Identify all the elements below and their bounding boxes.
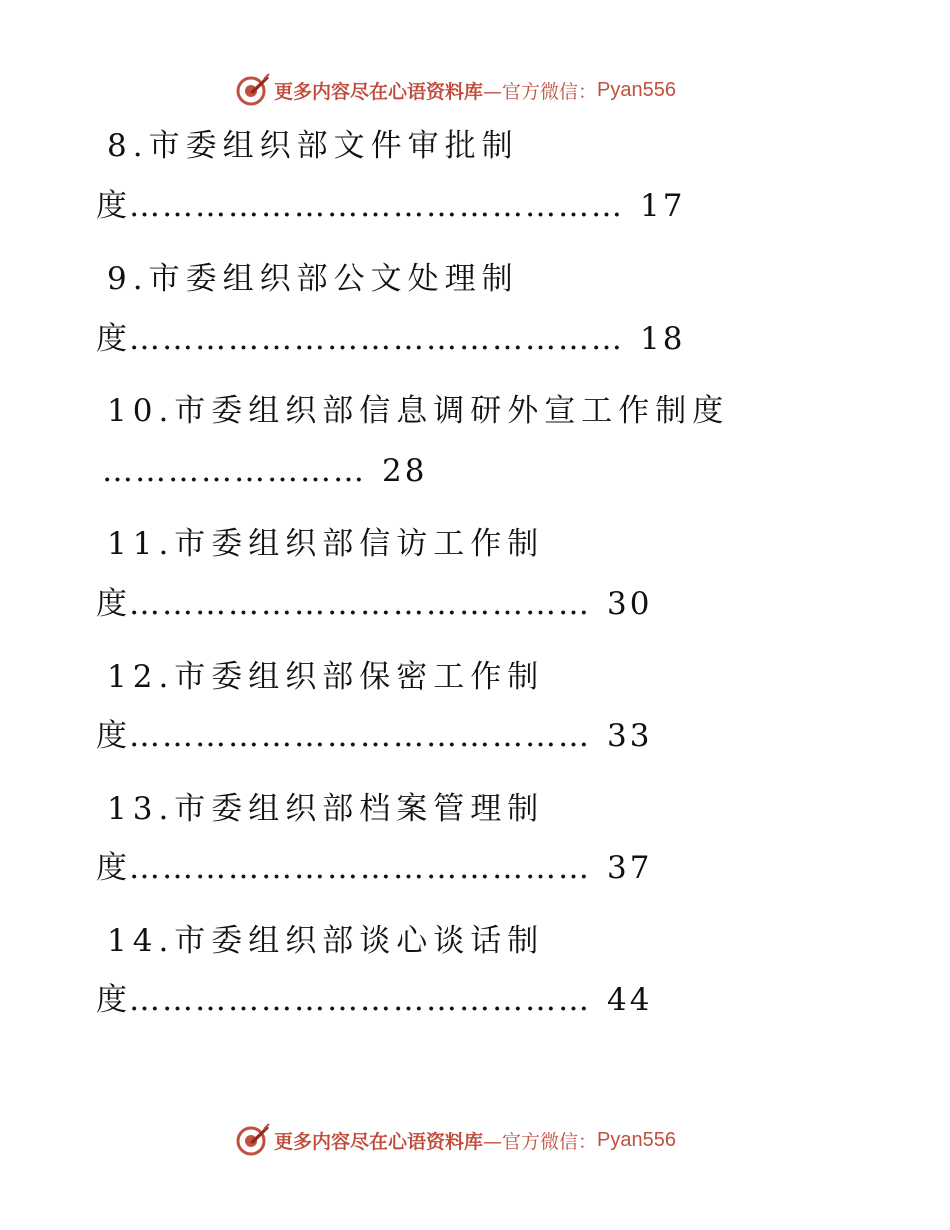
toc-entry-leader — [96, 186, 685, 226]
toc-entry-title: 12.市委组织部保密工作制 — [107, 659, 545, 695]
toc-entry-title: 10.市委组织部信息调研外宣工作制度 — [107, 393, 730, 429]
toc-entry-leader — [102, 451, 427, 491]
toc-entry-title: 13.市委组织部档案管理制 — [107, 791, 545, 827]
header-watermark — [236, 72, 676, 108]
toc-entry-leader — [96, 584, 652, 624]
toc-leader-dots: 度…………………………………… — [96, 850, 591, 886]
toc-page-number: 17 — [640, 188, 686, 224]
toc-page-number: 18 — [640, 321, 686, 357]
toc-page-number: 37 — [607, 850, 653, 886]
watermark-dash-text: —官方微信： — [483, 1130, 598, 1153]
toc-leader-dots: 度…………………………………… — [96, 586, 591, 622]
toc-entry-title: 9.市委组织部公文处理制 — [107, 261, 519, 297]
toc-leader-dots: 度…………………………………… — [96, 718, 591, 754]
toc-leader-dots: 度…………………………………… — [96, 982, 591, 1018]
toc-entry-leader — [96, 319, 685, 359]
toc-entry-title: 11.市委组织部信访工作制 — [107, 526, 545, 562]
toc-leader-dots: 度……………………………………… — [96, 321, 624, 357]
toc-leader-dots: 度……………………………………… — [96, 188, 624, 224]
wechat-id: Pyan556 — [597, 1128, 676, 1151]
toc-entry-leader — [96, 980, 652, 1020]
watermark-text: 更多内容尽在心语资料库 — [274, 80, 484, 103]
toc-page-number: 44 — [607, 982, 653, 1018]
quill-logo-icon — [236, 1123, 270, 1157]
watermark-text: 更多内容尽在心语资料库 — [274, 1130, 484, 1153]
footer-watermark — [236, 1122, 676, 1158]
toc-entry-leader — [96, 716, 652, 756]
toc-entry-title: 14.市委组织部谈心谈话制 — [107, 923, 545, 959]
toc-leader-dots: …………………… — [102, 453, 366, 489]
quill-logo-icon — [236, 73, 270, 107]
toc-page-number: 33 — [607, 718, 653, 754]
toc-entry-title: 8.市委组织部文件审批制 — [107, 128, 519, 164]
toc-entry-leader — [96, 848, 652, 888]
watermark-dash-text: —官方微信： — [483, 80, 598, 103]
toc-page-number: 30 — [607, 586, 653, 622]
toc-page-number: 28 — [382, 453, 428, 489]
wechat-id: Pyan556 — [597, 78, 676, 101]
